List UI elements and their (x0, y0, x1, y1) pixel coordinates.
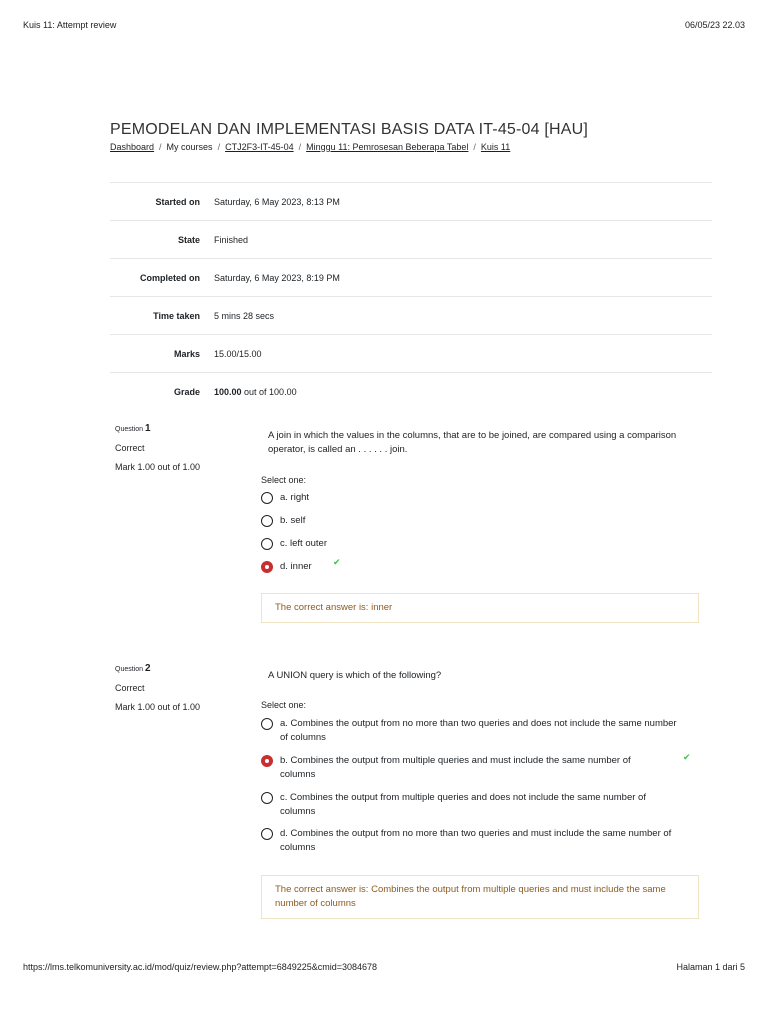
question-text: A UNION query is which of the following? (268, 670, 442, 681)
question-label: Question (115, 426, 144, 433)
correct-check-icon: ✔ (333, 557, 341, 567)
question-info (115, 423, 245, 481)
answer-option-label: b. self (280, 515, 306, 526)
radio-button-selected[interactable] (261, 561, 273, 573)
answer-option-label: d. Combines the output from no more than two queries and must include the same number of columns (280, 828, 672, 853)
summary-row-started-on (110, 183, 712, 221)
answer-option-a[interactable] (261, 717, 681, 745)
summary-row-time-taken (110, 297, 712, 335)
breadcrumb-separator: / (298, 142, 302, 152)
question-state: Correct (115, 443, 145, 453)
summary-value (214, 387, 297, 397)
correct-answer-feedback: The correct answer is: Combines the output from multiple queries and must include the same number of columns (261, 875, 699, 919)
question-label: Question (115, 666, 144, 673)
answer-option-label: b. Combines the output from multiple queries and must include the same number of columns (280, 755, 631, 780)
answer-option-label: d. inner (280, 561, 312, 572)
breadcrumb-separator: / (473, 142, 476, 152)
radio-button[interactable] (261, 538, 273, 550)
answer-option-d[interactable] (261, 827, 681, 855)
summary-row-marks (110, 335, 712, 373)
radio-button-selected[interactable] (261, 755, 273, 767)
breadcrumb-my-courses: My courses (166, 142, 213, 152)
summary-value: 5 mins 28 secs (214, 310, 275, 321)
correct-check-icon: ✔ (683, 752, 691, 762)
page-title: PEMODELAN DAN IMPLEMENTASI BASIS DATA IT-45-04 [HAU] (110, 121, 589, 138)
summary-label: Grade (173, 386, 200, 397)
answer-option-c[interactable] (261, 791, 681, 819)
breadcrumb-section[interactable]: Minggu 11: Pemrosesan Beberapa Tabel (306, 142, 469, 152)
breadcrumb (110, 142, 510, 152)
summary-value: Saturday, 6 May 2023, 8:13 PM (214, 196, 340, 207)
radio-button[interactable] (261, 515, 273, 527)
answer-option-b[interactable] (261, 514, 681, 528)
summary-label: Started on (155, 196, 200, 207)
question-mark: Mark 1.00 out of 1.00 (115, 702, 201, 712)
answer-option-label: c. left outer (280, 538, 327, 549)
question-text: A join in which the values in the columns, that are to be joined, are compared using a comparison operator, is called an . . . . . . join. (268, 430, 677, 455)
answer-option-label: c. Combines the output from multiple queries and does not include the same number of columns (280, 792, 646, 817)
question-number-value: 1 (144, 423, 151, 434)
breadcrumb-course[interactable]: CTJ2F3-IT-45-04 (225, 142, 294, 152)
summary-label: State (177, 234, 200, 245)
radio-button[interactable] (261, 828, 273, 840)
breadcrumb-separator: / (159, 142, 162, 152)
print-header-datetime: 06/05/23 22.03 (684, 20, 745, 30)
select-one-prompt: Select one: (261, 700, 307, 710)
breadcrumb-separator: / (217, 142, 221, 152)
print-header-title: Kuis 11: Attempt review (23, 20, 117, 30)
summary-value: 15.00/15.00 (214, 348, 262, 359)
attempt-summary-table (110, 182, 712, 410)
question-2 (115, 663, 698, 928)
summary-label: Time taken (153, 310, 200, 321)
question-mark: Mark 1.00 out of 1.00 (115, 462, 201, 472)
question-1 (115, 423, 698, 633)
select-one-prompt: Select one: (261, 475, 307, 485)
question-number (115, 663, 245, 674)
answer-option-c[interactable] (261, 537, 681, 551)
grade-score: 100.00 (214, 386, 242, 397)
radio-button[interactable] (261, 492, 273, 504)
print-footer (23, 962, 745, 972)
radio-button[interactable] (261, 792, 273, 804)
print-footer-url: https://lms.telkomuniversity.ac.id/mod/quiz/review.php?attempt=6849225&cmid=3084678 (23, 962, 378, 972)
grade-out-of: out of 100.00 (241, 386, 297, 397)
breadcrumb-quiz[interactable]: Kuis 11 (480, 142, 511, 152)
summary-label: Completed on (140, 272, 200, 283)
answer-option-b[interactable] (261, 754, 681, 782)
summary-row-state (110, 221, 712, 259)
summary-value: Saturday, 6 May 2023, 8:19 PM (214, 272, 340, 283)
print-footer-page: Halaman 1 dari 5 (676, 962, 745, 972)
question-info (115, 663, 245, 721)
answer-option-label: a. Combines the output from no more than two queries and does not include the same number of columns (280, 718, 677, 743)
answer-option-d[interactable] (261, 560, 681, 574)
print-header (23, 20, 745, 30)
summary-label: Marks (173, 348, 200, 359)
radio-button[interactable] (261, 718, 273, 730)
summary-row-grade (110, 373, 712, 410)
summary-row-completed-on (110, 259, 712, 297)
answer-option-a[interactable] (261, 491, 681, 505)
correct-answer-feedback: The correct answer is: inner (261, 593, 699, 623)
answer-option-label: a. right (280, 492, 310, 503)
question-number (115, 423, 245, 434)
breadcrumb-dashboard[interactable]: Dashboard (110, 142, 155, 152)
summary-value: Finished (214, 234, 249, 245)
question-state: Correct (115, 683, 145, 693)
question-number-value: 2 (144, 663, 151, 674)
